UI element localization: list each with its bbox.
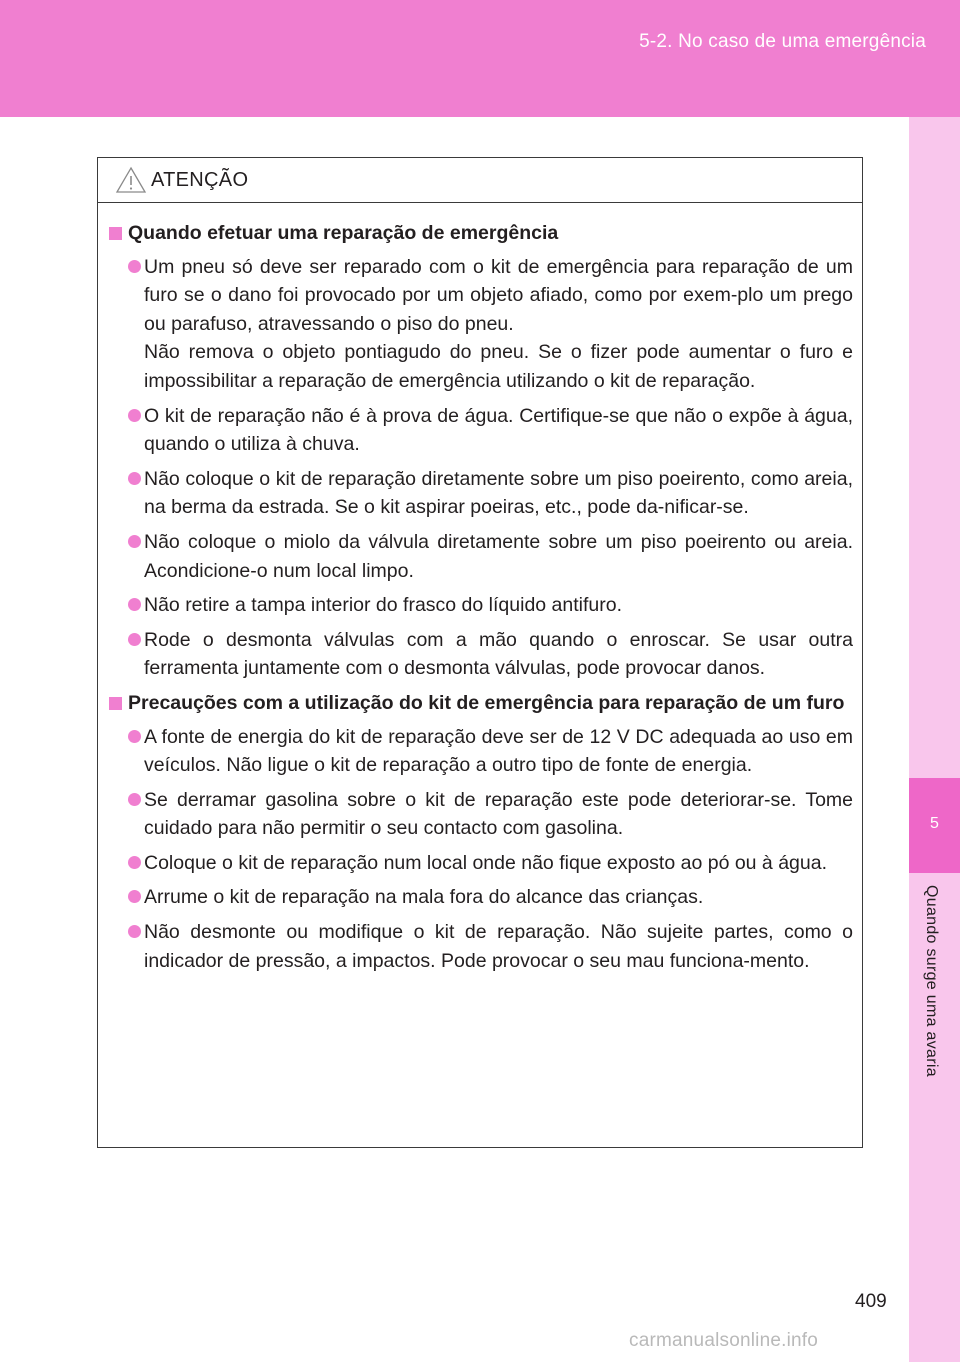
list-item [108,626,853,683]
warning-body [98,203,862,975]
round-bullet-icon [128,890,141,903]
square-bullet-icon [109,697,122,710]
round-bullet-icon [128,925,141,938]
section-heading: Quando efetuar uma reparação de emergência [108,219,853,248]
list-item-text: Um pneu só deve ser reparado com o kit de emergência para reparação de um furo se o dano foi provocado por um objeto afiado, como por exem-plo um prego ou parafuso, atravessando o piso do pneu. [144,255,853,335]
list-item-text: Arrume o kit de reparação na mala fora do alcance das crianças. [144,886,704,909]
round-bullet-icon [128,633,141,646]
list-item [108,253,853,396]
list-item-text: Não retire a tampa interior do frasco do líquido antifuro. [144,594,623,617]
round-bullet-icon [128,472,141,485]
list-item-text: Coloque o kit de reparação num local onde não fique exposto ao pó ou à água. [144,851,827,874]
warning-title: ATENÇÃO [151,168,249,191]
list-item-text: Não desmonte ou modifique o kit de reparação. Não sujeite partes, como o indicador de pressão, a impactos. Pode provocar o seu mau funciona-mento. [144,921,853,972]
list-item-text: A fonte de energia do kit de reparação deve ser de 12 V DC adequada ao uso em veículos. Não ligue o kit de reparação a outro tipo de fonte de energia. [144,725,853,777]
list-item [108,849,853,878]
list-item [108,591,853,620]
list-item-text: Não coloque o miolo da válvula diretamente sobre um piso poeirento ou areia. Acondicione-o num local limpo. [144,530,853,582]
page-number: 409 [855,1291,887,1312]
chapter-side-band [909,117,960,1362]
chapter-title: Quando surge uma avaria [923,885,940,1077]
header-band [0,0,960,117]
watermark: carmanualsonline.info [629,1330,819,1351]
list-item-text: Se derramar gasolina sobre o kit de reparação este pode deteriorar-se. Tome cuidado para não permitir o seu contacto com gasolina. [144,788,853,840]
list-item [108,786,853,843]
list-item-text: Não coloque o kit de reparação diretamente sobre um piso poeirento, como areia, na berma da estrada. Se o kit aspirar poeiras, etc., pode da-nificar-se. [144,467,853,519]
square-bullet-icon [109,227,122,240]
list-item [108,883,853,912]
round-bullet-icon [128,409,141,422]
list-item-text: Rode o desmonta válvulas com a mão quando o enroscar. Se usar outra ferramenta juntamente com o desmonta válvulas, pode provocar danos. [144,628,853,680]
list-item [108,528,853,585]
round-bullet-icon [128,793,141,806]
warning-box [97,157,863,1148]
round-bullet-icon [128,260,141,273]
warning-header [98,158,862,203]
round-bullet-icon [128,535,141,548]
round-bullet-icon [128,856,141,869]
list-item [108,723,853,780]
warning-triangle-icon [115,166,147,194]
list-item [108,402,853,459]
section-heading: Precauções com a utilização do kit de emergência para reparação de um furo [108,689,853,718]
list-item [108,465,853,522]
list-item [108,918,853,975]
list-item-text: Não remova o objeto pontiagudo do pneu. Se o fizer pode aumentar o furo e impossibilitar a reparação de emergência utilizando o kit de reparação. [144,341,853,392]
round-bullet-icon [128,730,141,743]
round-bullet-icon [128,598,141,611]
chapter-number: 5 [930,815,939,832]
list-item-text: O kit de reparação não é à prova de água. Certifique-se que não o expõe à água, quando o utiliza à chuva. [144,404,853,456]
section-title: 5-2. No caso de uma emergência [639,31,926,52]
